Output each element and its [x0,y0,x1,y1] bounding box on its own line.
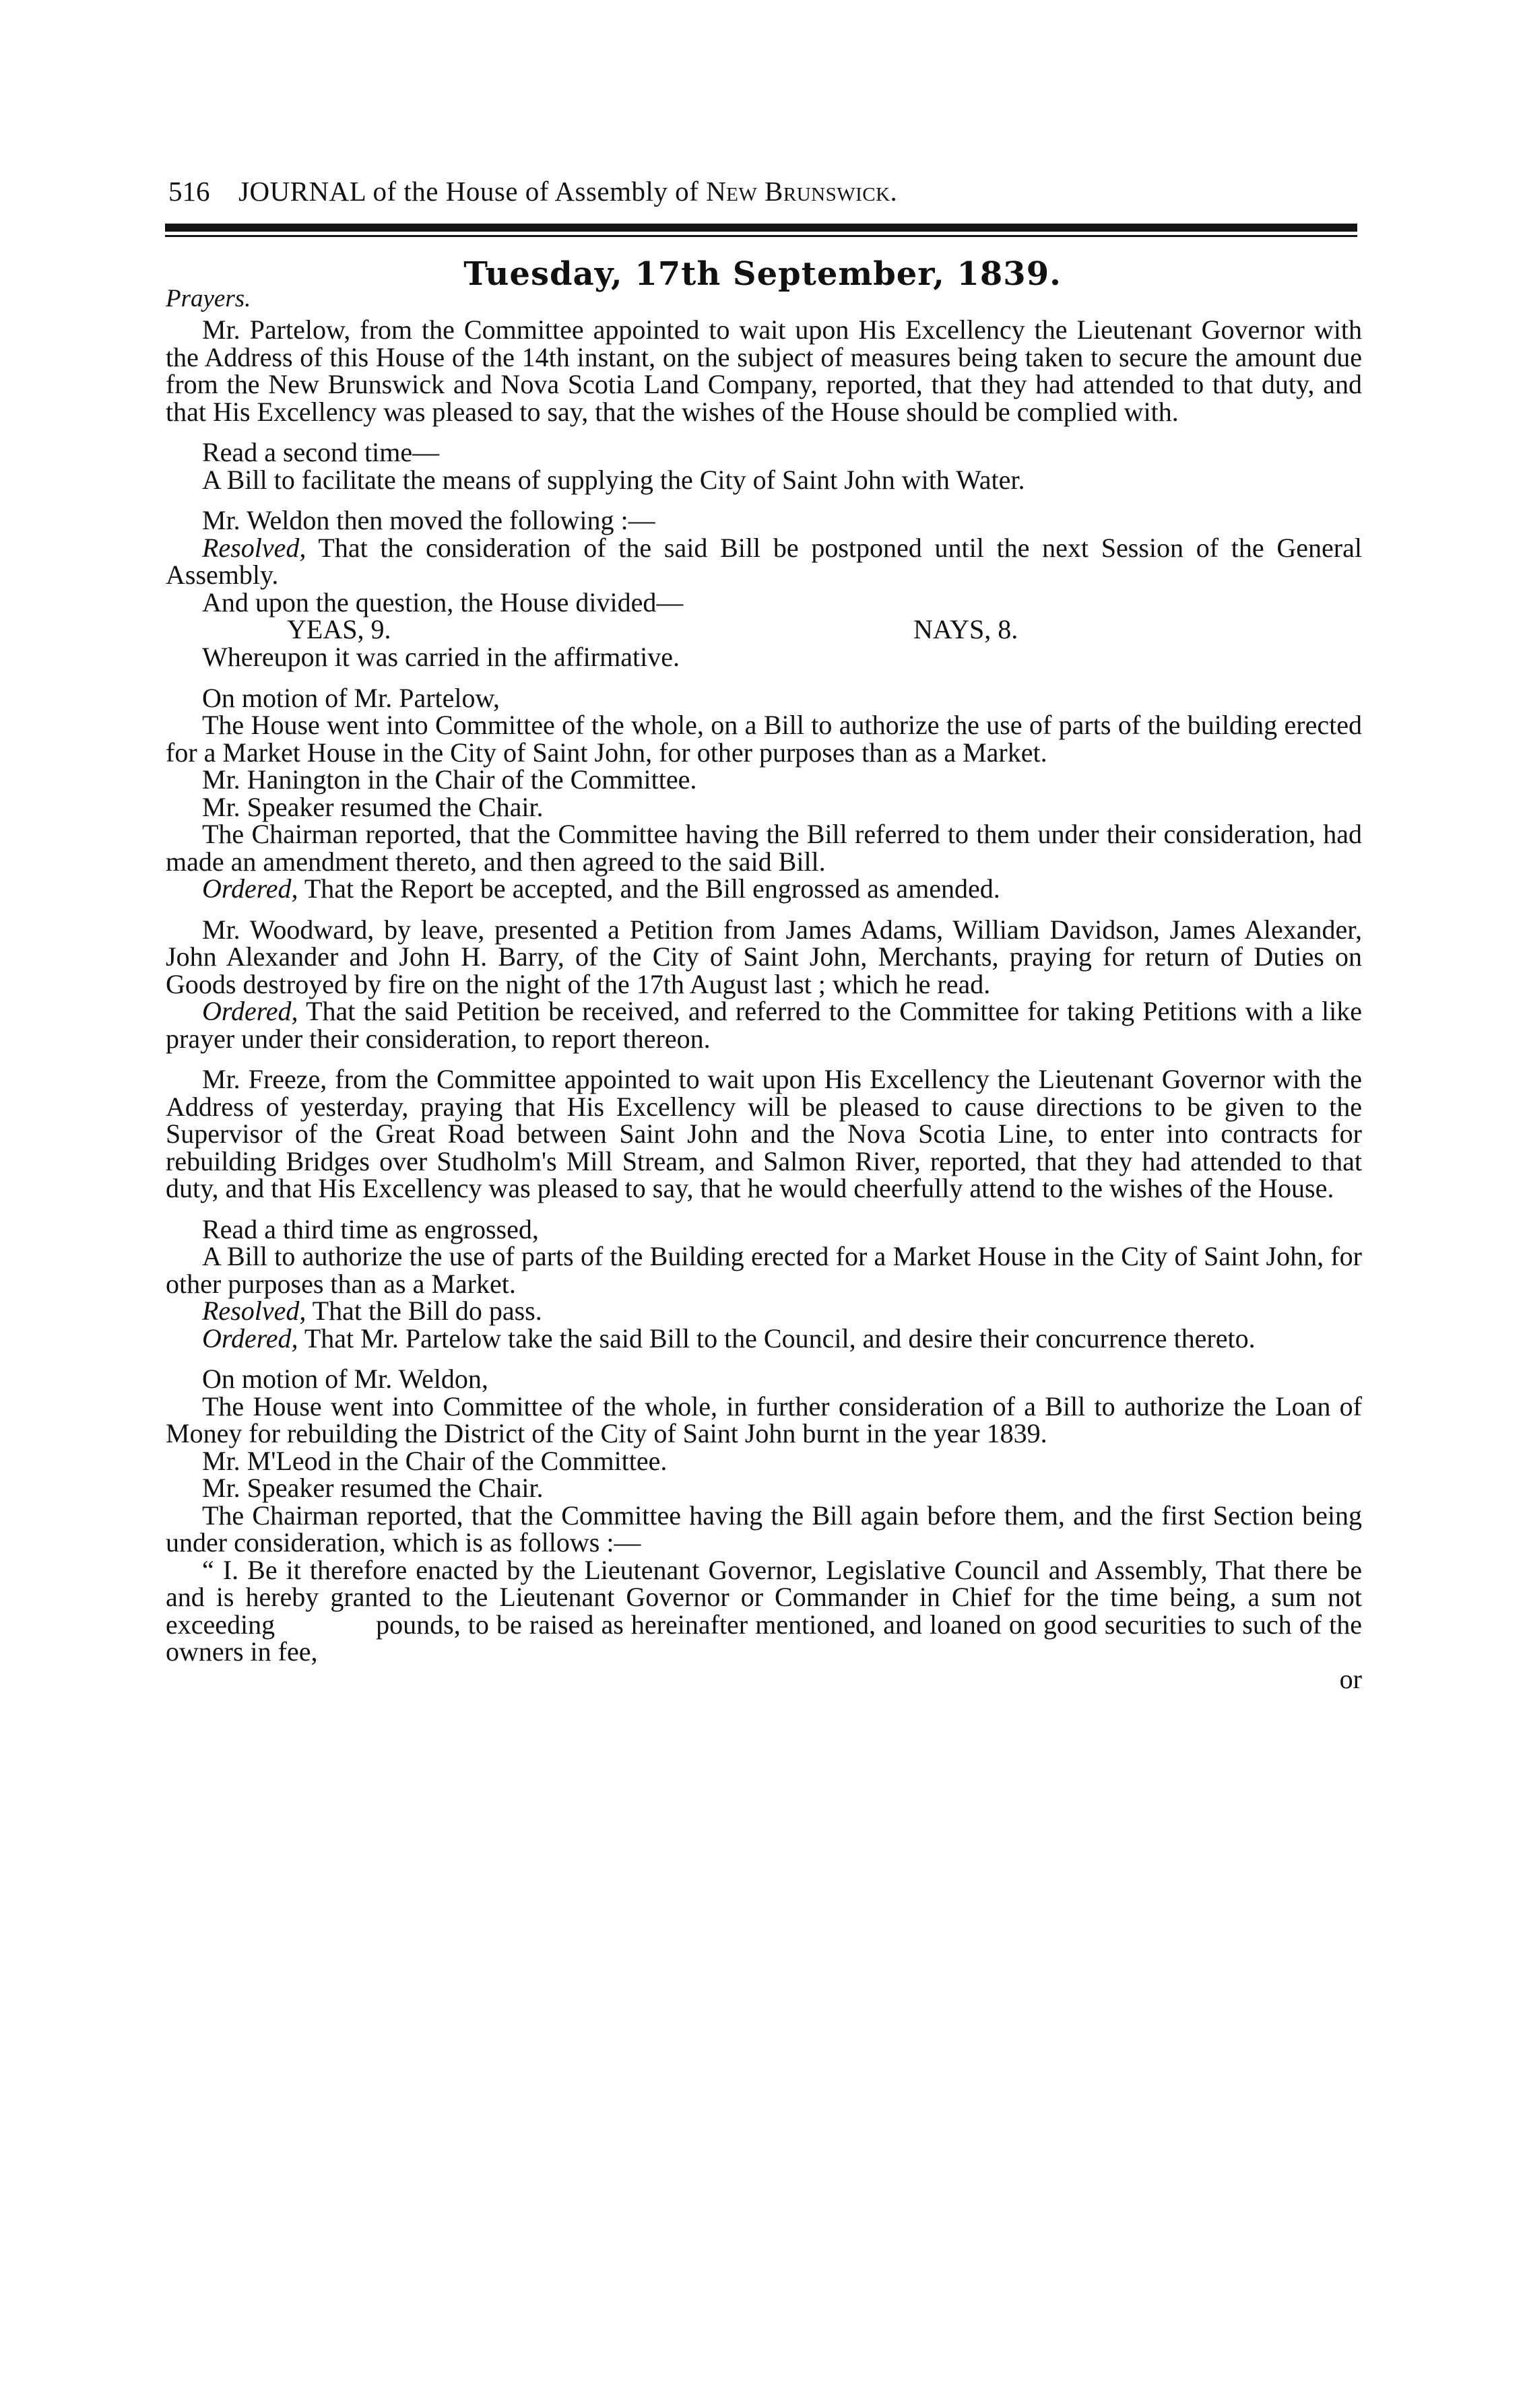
paragraph: The Chairman reported, that the Committee having the Bill again before them, and the first Section being under consideration, which is as follows :— [166,1500,1362,1558]
nays-count: NAYS, 8. [913,614,1018,644]
paragraph: And upon the question, the House divided— [202,587,684,617]
paragraph: A Bill to authorize the use of parts of the Building erected for a Market House in the City of Saint John, for other purposes than as a Market. [166,1241,1362,1299]
paragraph: The House went into Committee of the whole, on a Bill to authorize the use of parts of the building erected for a Market House in the City of Saint John, for other purposes than as a Market. [166,710,1362,768]
paragraph: A Bill to facilitate the means of supplying the City of Saint John with Water. [202,464,1025,495]
header-rule-thin [165,235,1357,237]
paragraph [166,532,1362,590]
division-result [166,616,1362,644]
paragraph: Mr. Partelow, from the Committee appointed to wait upon His Excellency the Lieutenant Governor with the Address of this House of the 14th instant, on the subject of measures being taken to secure the amount due from the New Brunswick and Nova Scotia Land Company, reported, that they had attended to that duty, and that His Excellency was pleased to say, that the wishes of the House should be complied with. [166,314,1362,427]
paragraph: The Chairman reported, that the Committee having the Bill referred to them under their consideration, had made an amendment thereto, and then agreed to the said Bill. [166,819,1362,877]
journal-body [166,316,1362,1693]
paragraph: Mr. Freeze, from the Committee appointed to wait upon His Excellency the Lieutenant Governor with the Address of yesterday, praying that His Excellency will be pleased to cause directions to be given to the Supervisor of the Great Road between Saint John and the Nova Scotia Line, to enter into contracts for rebuilding Bridges over Studholm's Mill Stream, and Salmon River, reported, that they had attended to that duty, and that His Excellency was pleased to say, that he would cheerfully attend to the wishes of the House. [166,1064,1362,1203]
page-number: 516 [168,176,210,207]
ordered-label: Ordered, [202,996,298,1026]
resolved-label: Resolved, [202,1296,306,1326]
paragraph: Mr. Hanington in the Chair of the Committee. [202,764,697,795]
paragraph [166,1554,1362,1667]
paragraph-text: That Mr. Partelow take the said Bill to the Council, and desire their concurrence thereto. [298,1323,1256,1353]
yeas-count: YEAS, 9. [287,614,391,644]
paragraph [166,998,1362,1052]
enactment-text-cont: pounds, to be raised as hereinafter mentioned, and loaned on good securities to such of the owners in fee, [166,1609,1362,1667]
paragraph: Mr. Weldon then moved the following :— [202,505,655,535]
province-name: New Brunswick. [706,176,898,207]
running-title [238,171,897,211]
paragraph-text: That the Bill do pass. [306,1296,542,1326]
paragraph: Mr. Speaker resumed the Chair. [202,791,544,822]
ordered-label: Ordered, [202,1323,298,1353]
paragraph: The House went into Committee of the whole, in further consideration of a Bill to authorize the Loan of Money for rebuilding the District of the City of Saint John burnt in the year 1839. [166,1391,1362,1448]
running-header [168,171,1361,211]
paragraph: On motion of Mr. Partelow, [202,682,500,713]
resolved-label: Resolved, [202,532,306,563]
journal-title: JOURNAL of the House of Assembly of [238,176,707,207]
paragraph: Mr. Speaker resumed the Chair. [202,1473,544,1503]
paragraph-text: That the consideration of the said Bill be postponed until the next Session of the General Assembly. [166,532,1362,590]
date-heading: Tuesday, 17th September, 1839. [463,255,1062,293]
paragraph: Whereupon it was carried in the affirmative. [202,642,680,672]
paragraph [166,1298,1362,1325]
paragraph-text: That the Report be accepted, and the Bill engrossed as amended. [298,873,1000,904]
paragraph: Mr. Woodward, by leave, presented a Petition from James Adams, William Davidson, James Alexander, John Alexander and John H. Barry, of the City of Saint John, Merchants, praying for return of Duties on Goods destroyed by fire on the night of the 17th August last ; which he read. [166,914,1362,999]
paragraph: Mr. M'Leod in the Chair of the Committee. [202,1445,668,1476]
paragraph-text: That the said Petition be received, and referred to the Committee for taking Petitions with a like prayer under their consideration, to report thereon. [166,996,1362,1054]
paragraph [166,1325,1362,1353]
paragraph: Read a third time as engrossed, [202,1213,539,1244]
paragraph [166,875,1362,903]
paragraph: On motion of Mr. Weldon, [202,1364,488,1394]
catchword: or [1339,1663,1362,1694]
prayers-note: Prayers. [166,285,251,312]
enactment-text: “ I. Be it therefore enacted by the Lieutenant Governor, Legislative Council and Assembly, That there be and is hereby granted to the Lieutenant Governor or Commander in Chief for the time being, a sum not exceeding [166,1554,1362,1640]
header-rule-thick [165,224,1357,232]
paragraph: Read a second time— [202,437,440,467]
ordered-label: Ordered, [202,873,298,904]
